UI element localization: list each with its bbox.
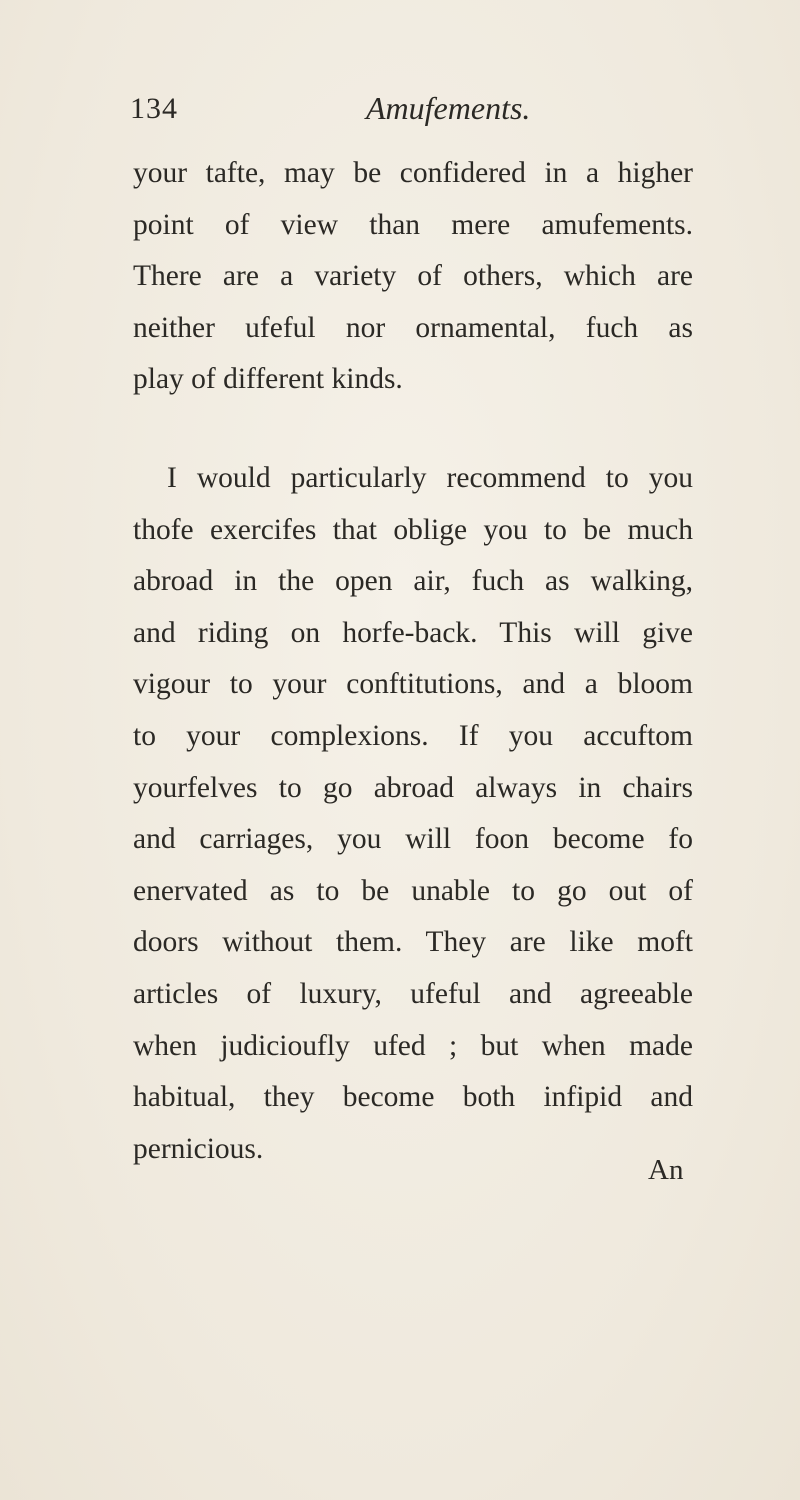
page-header: [130, 92, 690, 136]
text-line: point of view than mere amufements.: [133, 208, 693, 241]
page-number: 134: [130, 92, 178, 125]
text-line: articles of luxury, ufeful and agreeable: [133, 977, 693, 1010]
text-line: and riding on horfe-back. This will give: [133, 616, 693, 649]
text-line: enervated as to be unable to go out of: [133, 874, 693, 907]
paragraph-spacer: [133, 406, 693, 453]
catchword: An: [648, 1154, 684, 1186]
body-text: [133, 148, 693, 1175]
paragraph: [133, 453, 693, 1175]
text-line: doors without them. They are like moft: [133, 926, 693, 959]
paragraph: [133, 148, 693, 406]
text-line: when judicioufly ufed ; but when made: [133, 1029, 693, 1062]
text-line: I would particularly recommend to you: [167, 461, 693, 494]
text-line: neither ufeful nor ornamental, fuch as: [133, 311, 693, 344]
text-line: yourfelves to go abroad always in chairs: [133, 771, 693, 804]
text-line: play of different kinds.: [133, 363, 403, 396]
text-line: abroad in the open air, fuch as walking,: [133, 565, 693, 598]
text-line: to your complexions. If you accuftom: [133, 719, 693, 752]
text-line: your tafte, may be confidered in a higher: [133, 157, 693, 189]
text-line: and carriages, you will foon become fo: [133, 823, 693, 856]
text-line: There are a variety of others, which are: [133, 260, 693, 293]
text-line: pernicious.: [133, 1132, 264, 1165]
text-line: thofe exercifes that oblige you to be much: [133, 513, 693, 546]
text-line: habitual, they become both infipid and: [133, 1081, 693, 1114]
running-head: Amufements.: [366, 90, 531, 126]
text-line: vigour to your conftitutions, and a bloom: [133, 668, 693, 701]
